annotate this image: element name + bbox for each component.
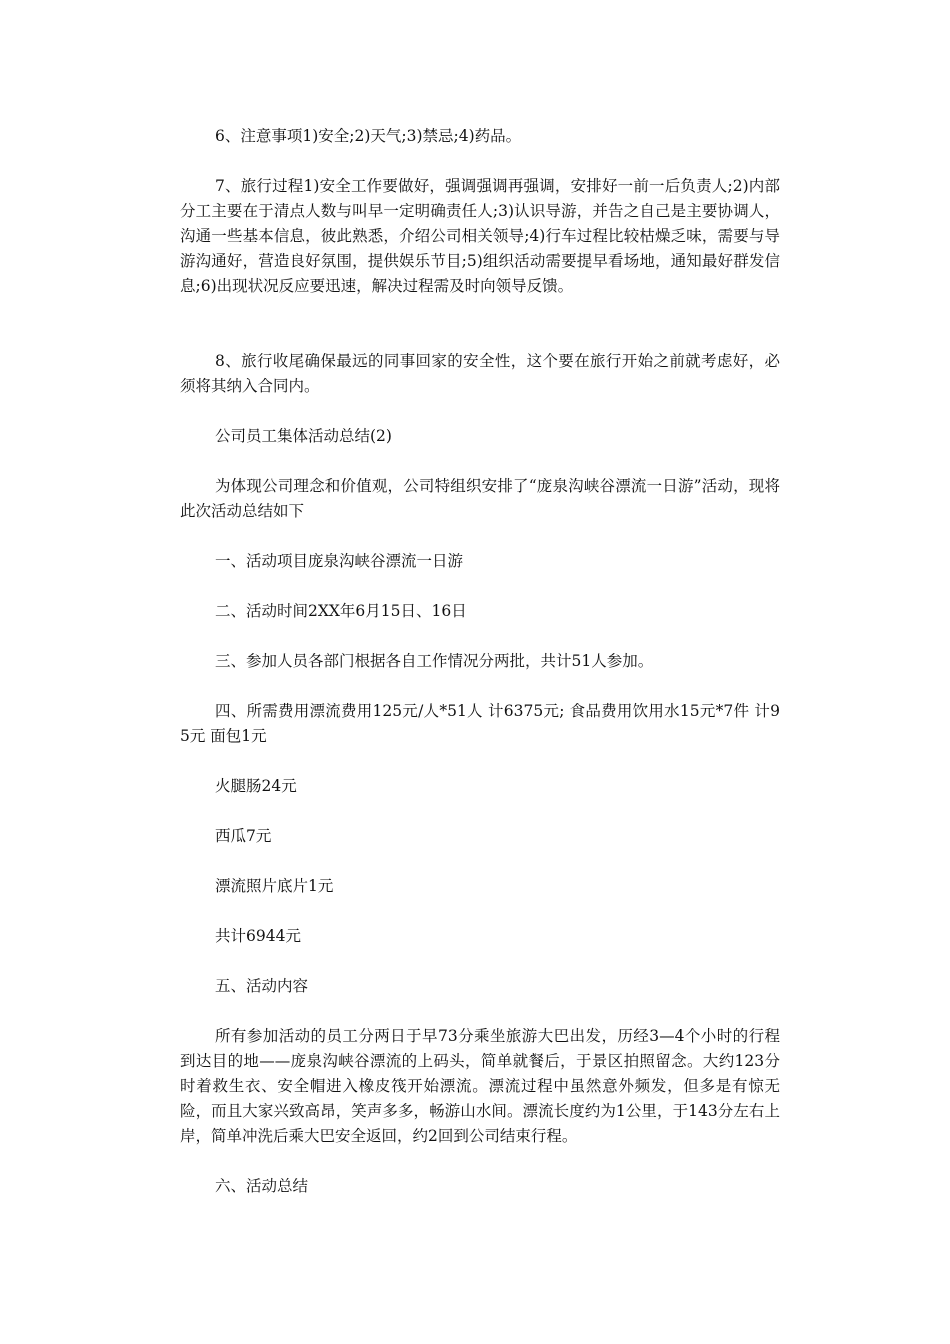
item-participants: 三、参加人员各部门根据各自工作情况分两批，共计51人参加。 bbox=[215, 652, 654, 670]
item-activity-project: 一、活动项目庞泉沟峡谷漂流一日游 bbox=[215, 552, 464, 570]
cost-total: 共计6944元 bbox=[215, 927, 301, 945]
paragraph-travel-ending: 8、旅行收尾确保最远的同事回家的安全性，这个要在旅行开始之前就考虑好，必须将其纳入合同内。 bbox=[180, 352, 780, 395]
cost-ham-sausage: 火腿肠24元 bbox=[215, 777, 297, 795]
paragraph-travel-process: 7、旅行过程1)安全工作要做好，强调强调再强调，安排好一前一后负责人;2)内部分工主要在于清点人数与叫早一定明确责任人;3)认识导游，并告之自己是主要协调人，沟通一些基本信息，彼此熟悉，介绍公司相关领导;4)行车过程比较枯燥乏味，需要与导游沟通好，营造良好氛围，提供娱乐节目;5)组织活动需要提早看场地，通知最好群发信息;6)出现状况反应要迅速，解决过程需及时向领导反馈。 bbox=[180, 177, 780, 295]
item-activity-time: 二、活动时间2XX年6月15日、16日 bbox=[215, 602, 467, 620]
paragraph-precautions: 6、注意事项1)安全;2)天气;3)禁忌;4)药品。 bbox=[215, 127, 522, 145]
cost-watermelon: 西瓜7元 bbox=[215, 827, 272, 845]
cost-photos: 漂流照片底片1元 bbox=[215, 877, 334, 895]
item-activity-content: 五、活动内容 bbox=[215, 977, 309, 995]
item-activity-summary: 六、活动总结 bbox=[215, 1177, 309, 1195]
paragraph-activity-details: 所有参加活动的员工分两日于早73分乘坐旅游大巴出发，历经3—4个小时的行程到达目的地——庞泉沟峡谷漂流的上码头，简单就餐后，于景区拍照留念。大约123分时着救生衣、安全帽进入橡皮筏开始漂流。漂流过程中虽然意外频发，但多是有惊无险，而且大家兴致高昂，笑声多多，畅游山水间。漂流长度约为1公里，于143分左右上岸，简单冲洗后乘大巴安全返回，约2回到公司结束行程。 bbox=[180, 1027, 780, 1145]
section-title: 公司员工集体活动总结(2) bbox=[215, 427, 392, 445]
item-costs: 四、所需费用漂流费用125元/人*51人 计6375元; 食品费用饮用水15元*7件 计95元 面包1元 bbox=[180, 702, 780, 745]
paragraph-intro: 为体现公司理念和价值观，公司特组织安排了“庞泉沟峡谷漂流一日游”活动，现将此次活动总结如下 bbox=[180, 477, 780, 520]
